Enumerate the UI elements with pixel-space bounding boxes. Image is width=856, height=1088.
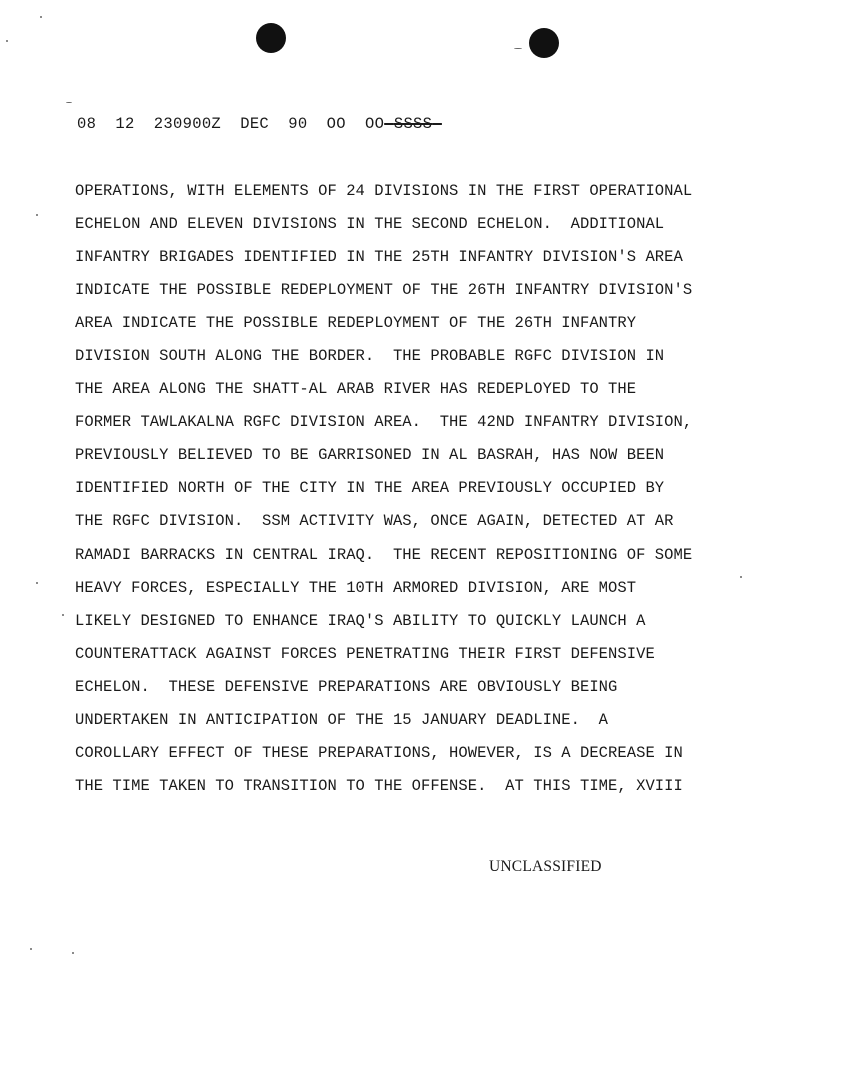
body-line: ECHELON AND ELEVEN DIVISIONS IN THE SECOND ECHELON. ADDITIONAL [75,215,665,234]
body-line: OPERATIONS, WITH ELEMENTS OF 24 DIVISIONS IN THE FIRST OPERATIONAL [75,182,693,200]
punch-hole-right [529,28,559,58]
scan-speck [40,16,42,18]
body-line: THE AREA ALONG THE SHATT-AL ARAB RIVER HAS REDEPLOYED TO THE [75,380,637,399]
body-line: UNDERTAKEN IN ANTICIPATION OF THE 15 JANUARY DEADLINE. A [75,710,609,729]
body-line: DIVISION SOUTH ALONG THE BORDER. THE PROBABLE RGFC DIVISION IN [75,347,665,366]
classification-marking: UNCLASSIFIED [489,858,602,875]
scan-speck [36,214,38,216]
body-line: THE TIME TAKEN TO TRANSITION TO THE OFFENSE. AT THIS TIME, XVIII [75,776,683,795]
body-line: RAMADI BARRACKS IN CENTRAL IRAQ. THE RECENT REPOSITIONING OF SOME [75,545,693,564]
message-header-text: 08 12 230900Z DEC 90 OO OO [77,115,385,133]
punch-hole-left [256,23,286,53]
scan-speck [66,102,72,103]
message-body [75,179,775,807]
scan-speck [514,48,522,49]
body-line: INFANTRY BRIGADES IDENTIFIED IN THE 25TH INFANTRY DIVISION'S AREA [75,248,683,267]
body-line: ECHELON. THESE DEFENSIVE PREPARATIONS ARE OBVIOUSLY BEING [75,677,618,696]
body-line: AREA INDICATE THE POSSIBLE REDEPLOYMENT OF THE 26TH INFANTRY [75,314,637,333]
struck-text: —SSSS— [384,115,442,133]
body-line: COUNTERATTACK AGAINST FORCES PENETRATING THEIR FIRST DEFENSIVE [75,644,655,663]
body-line: HEAVY FORCES, ESPECIALLY THE 10TH ARMORED DIVISION, ARE MOST [75,578,637,597]
body-line: THE RGFC DIVISION. SSM ACTIVITY WAS, ONCE AGAIN, DETECTED AT AR [75,512,674,531]
scan-speck [36,582,38,584]
scan-speck [72,952,74,954]
scan-speck [30,948,32,950]
body-line: FORMER TAWLAKALNA RGFC DIVISION AREA. THE 42ND INFANTRY DIVISION, [75,413,693,432]
body-line: IDENTIFIED NORTH OF THE CITY IN THE AREA PREVIOUSLY OCCUPIED BY [75,479,665,498]
body-line: COROLLARY EFFECT OF THESE PREPARATIONS, HOWEVER, IS A DECREASE IN [75,743,683,762]
body-line: PREVIOUSLY BELIEVED TO BE GARRISONED IN AL BASRAH, HAS NOW BEEN [75,446,665,465]
body-line: LIKELY DESIGNED TO ENHANCE IRAQ'S ABILITY TO QUICKLY LAUNCH A [75,611,646,630]
scan-speck [6,40,8,42]
message-header [77,115,442,133]
body-line: INDICATE THE POSSIBLE REDEPLOYMENT OF THE 26TH INFANTRY DIVISION'S [75,281,693,300]
scan-speck [62,614,64,616]
